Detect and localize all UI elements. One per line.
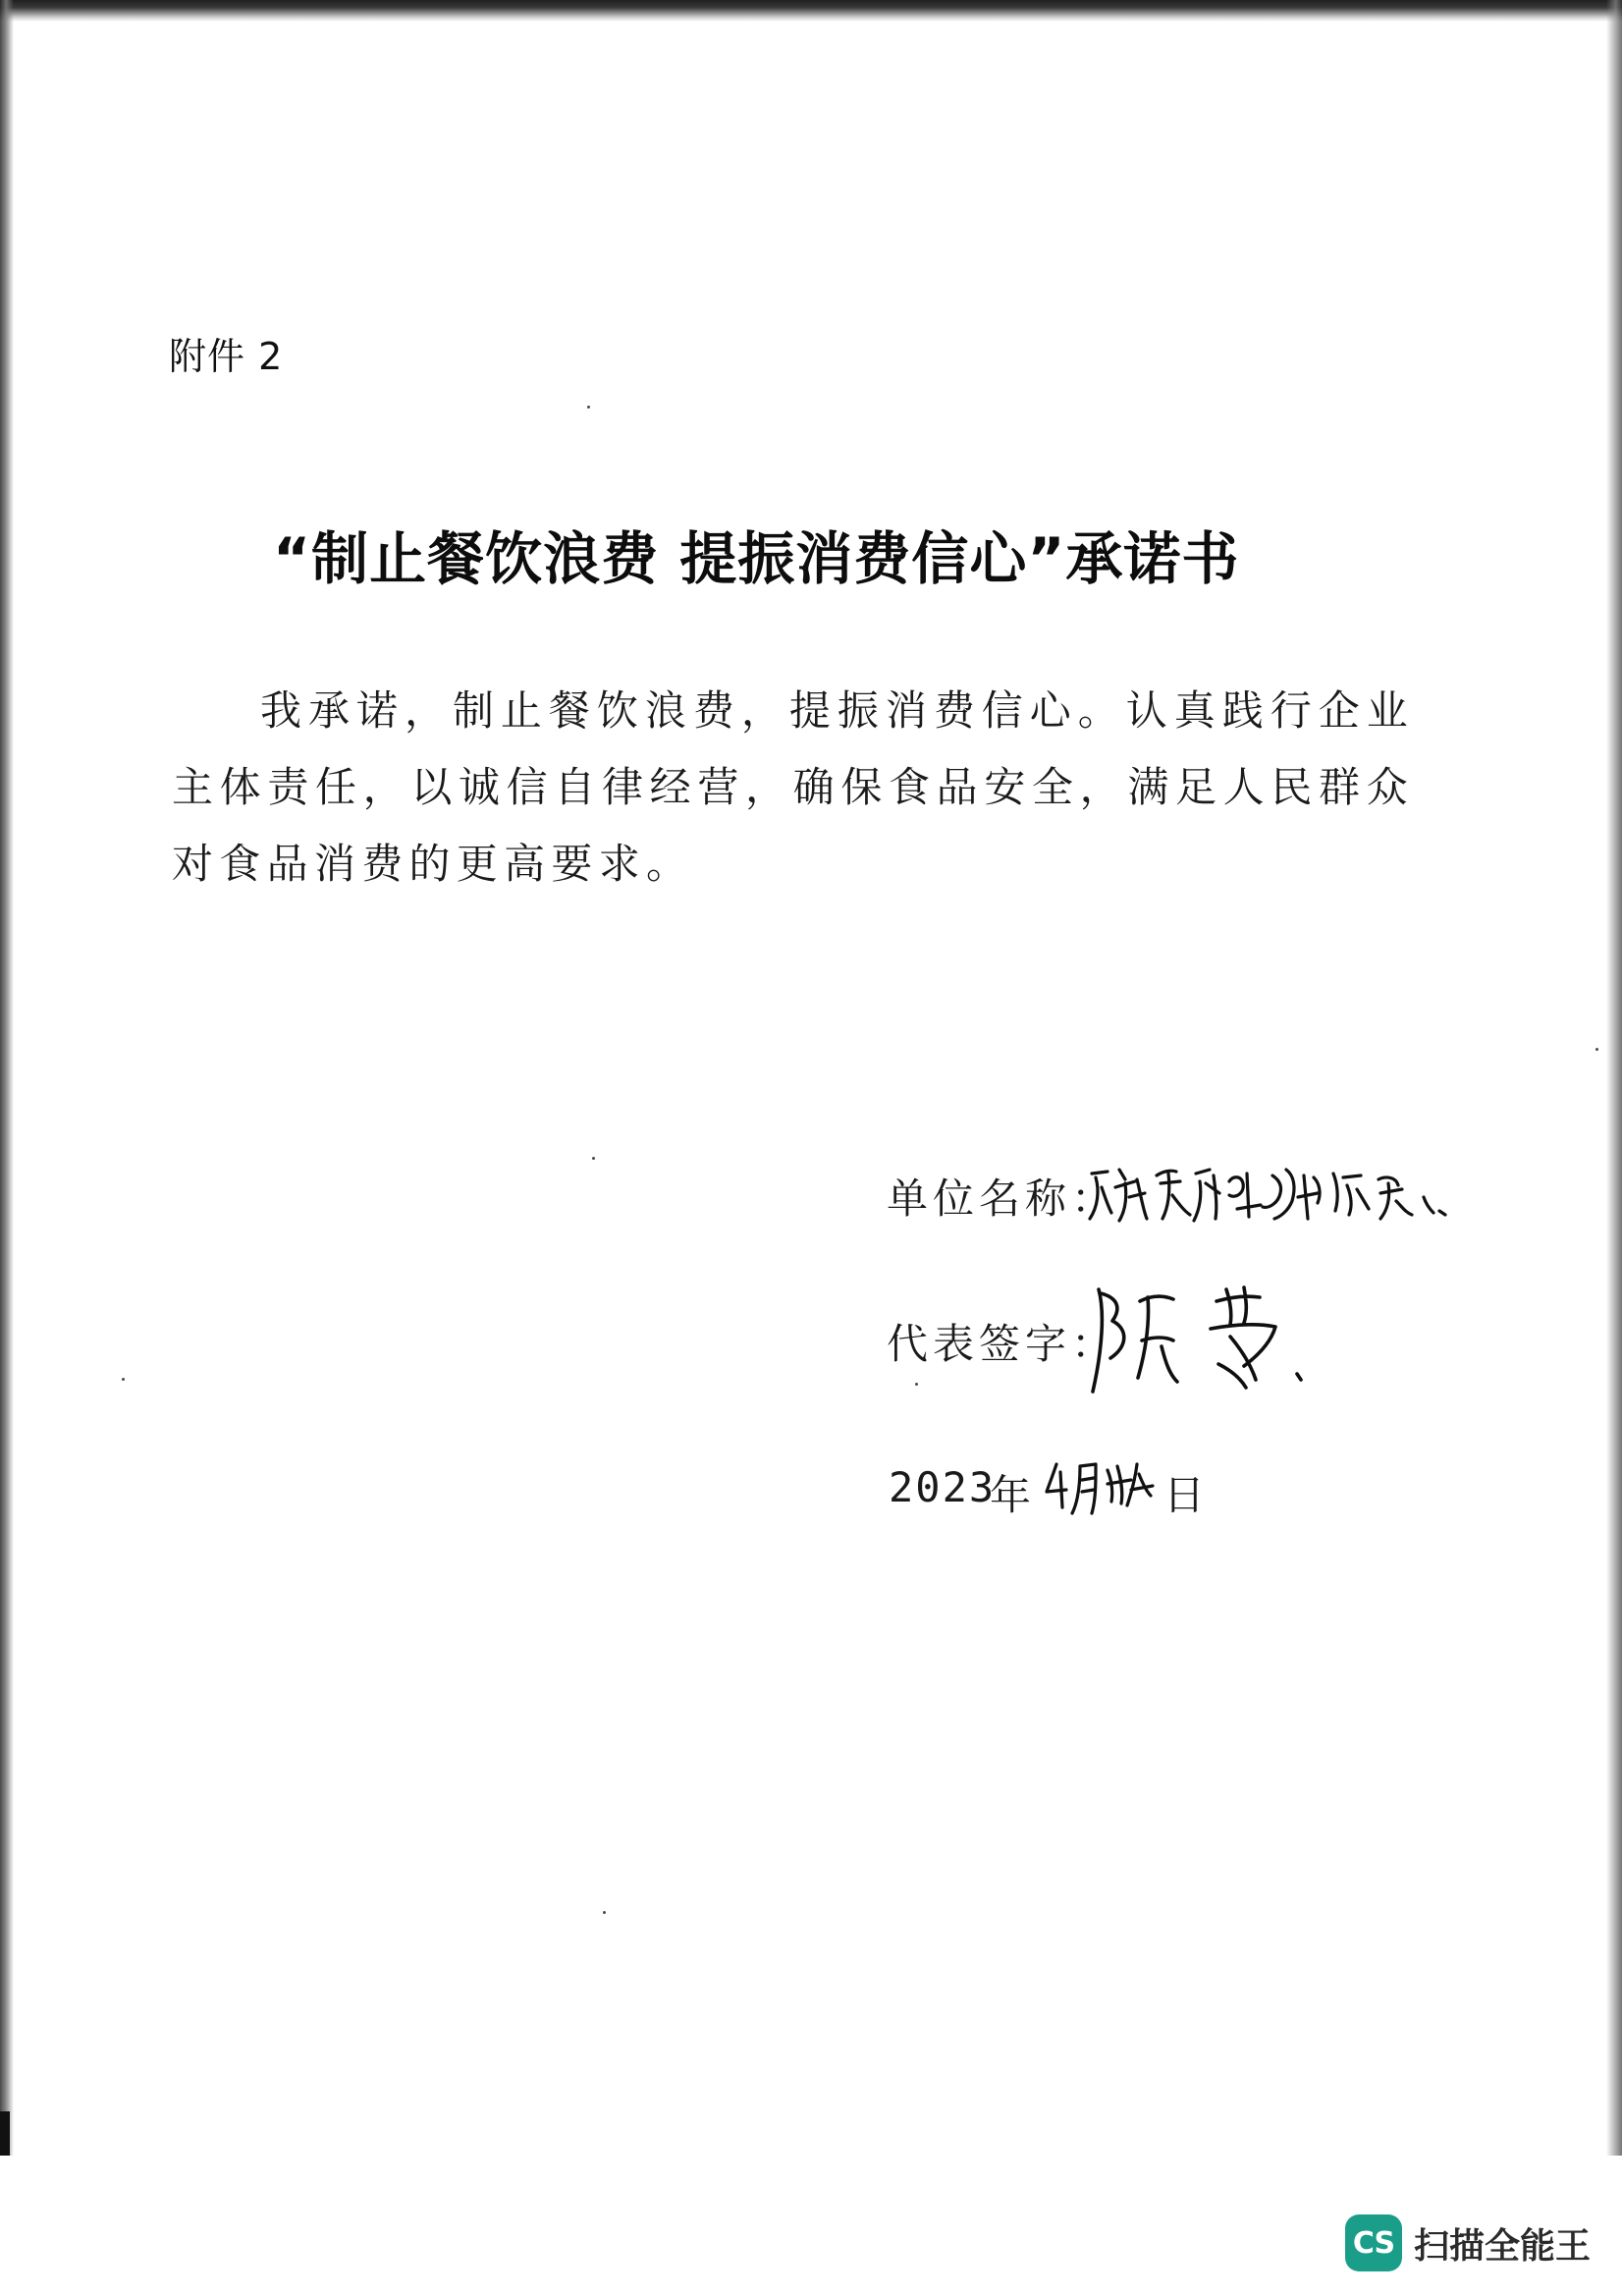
attachment-label: 附件 2	[169, 335, 284, 378]
unit-name-label: 单位名称：	[887, 1175, 1118, 1223]
camscanner-app-name: 扫描全能王	[1414, 2225, 1592, 2267]
document-title: “制止餐饮浪费 提振消费信心”承诺书	[273, 525, 1240, 592]
scan-shadow-left-corner	[0, 2111, 10, 2156]
scan-speck	[587, 406, 590, 409]
signature-label: 代表签字：	[887, 1320, 1118, 1368]
scan-speck	[122, 1378, 125, 1381]
handwritten-unit-name	[1086, 1154, 1469, 1232]
date-day-unit: 日	[1163, 1471, 1206, 1519]
scan-shadow-right	[1606, 0, 1622, 2156]
scan-speck	[603, 1911, 606, 1914]
scan-shadow-left	[0, 0, 14, 2156]
handwritten-signature	[1083, 1272, 1319, 1399]
date-year: 2023	[889, 1463, 997, 1511]
handwritten-month-day	[1043, 1450, 1161, 1519]
scan-speck	[915, 1383, 918, 1386]
scan-speck	[592, 1157, 595, 1160]
camscanner-logo: CS	[1345, 2214, 1402, 2271]
date-year-unit: 年	[990, 1471, 1032, 1519]
pledge-body: 我承诺，制止餐饮浪费，提振消费信心。认真践行企业主体责任，以诚信自律经营，确保食品安全，满足人民群众对食品消费的更高要求。	[172, 686, 1414, 888]
scan-shadow-top	[0, 0, 1622, 22]
scan-speck	[1595, 1048, 1598, 1051]
camscanner-watermark	[1345, 2213, 1591, 2273]
